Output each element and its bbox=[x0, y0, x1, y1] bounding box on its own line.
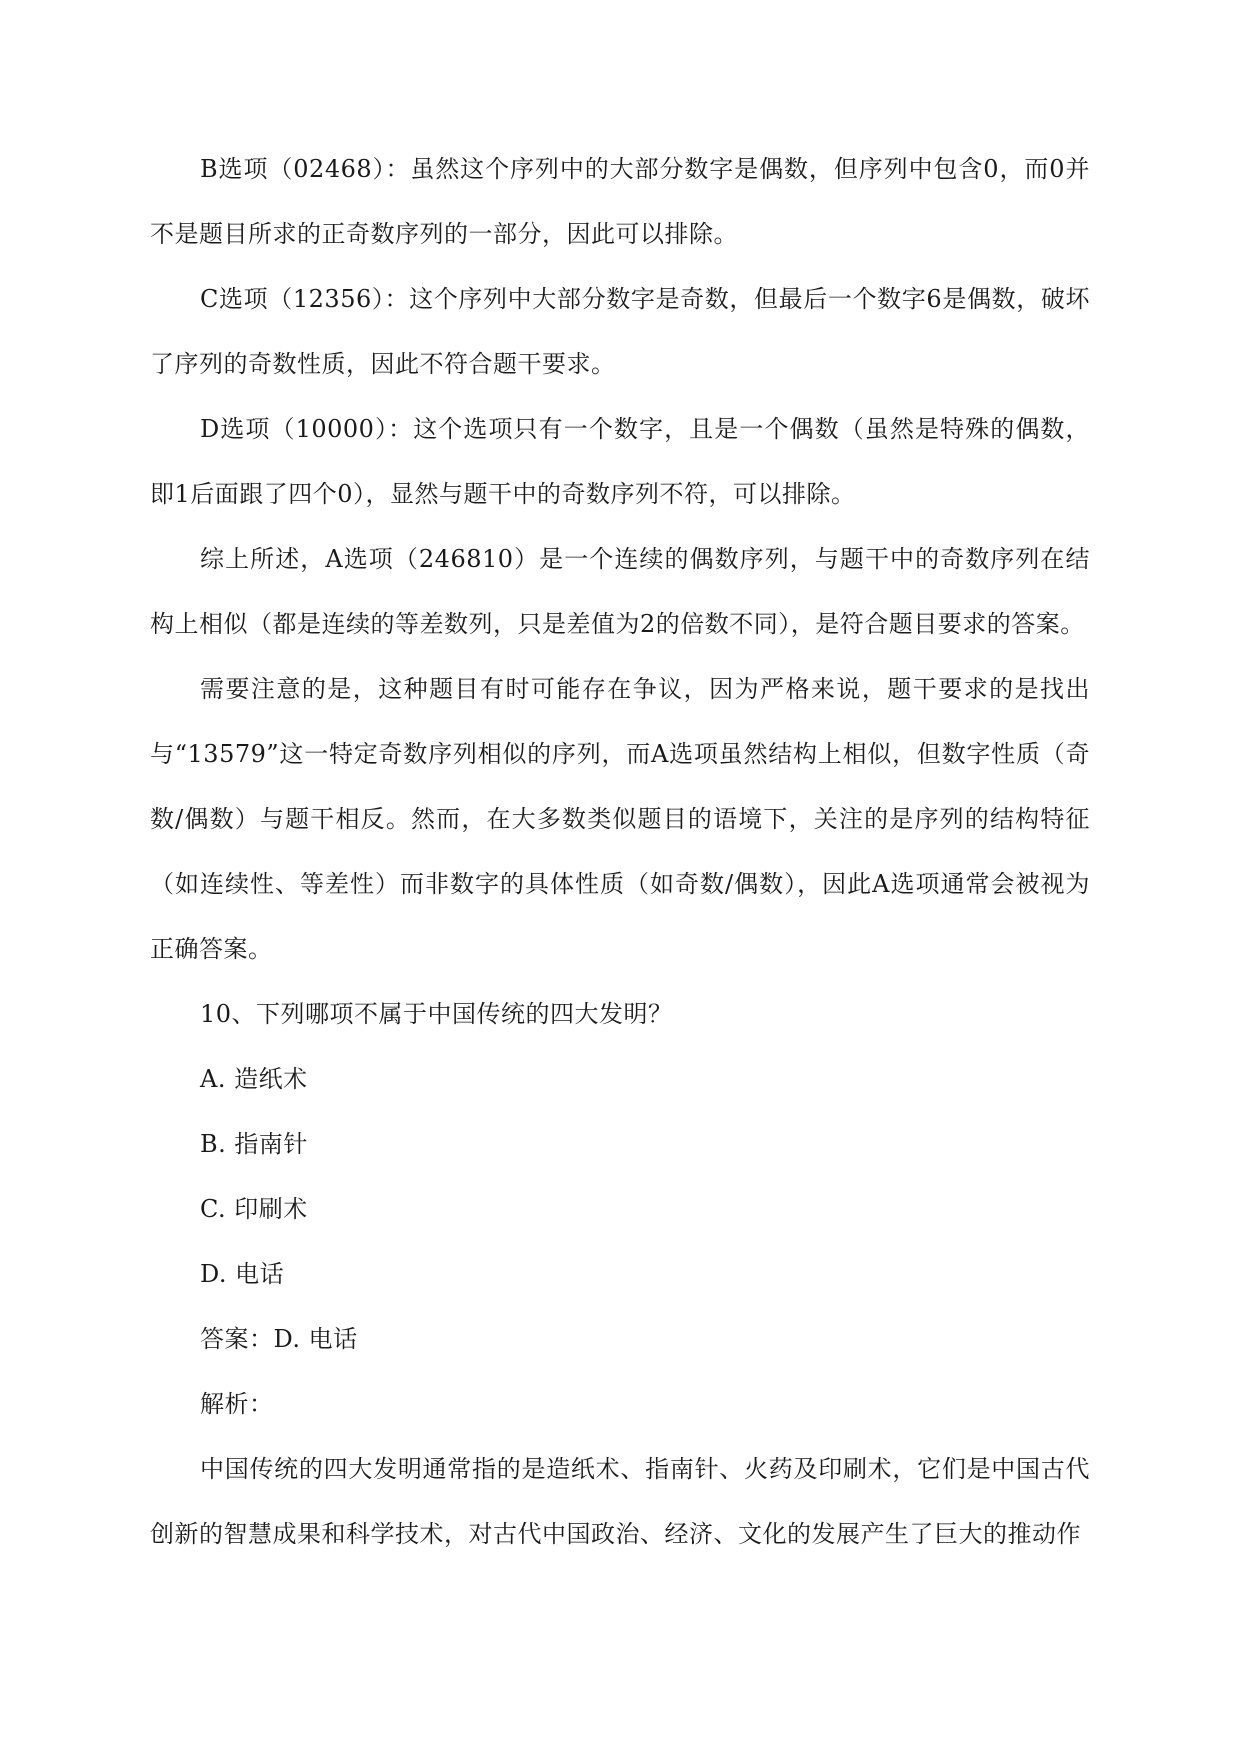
question-10-analysis-label: 解析： bbox=[200, 1390, 274, 1418]
paragraph-option-c: C选项（12356）：这个序列中大部分数字是奇数，但最后一个数字6是偶数，破坏了序列的奇数性质，因此不符合题干要求。 bbox=[150, 285, 1090, 378]
question-10-stem: 10、下列哪项不属于中国传统的四大发明？ bbox=[200, 1000, 673, 1028]
question-10-option-c: C. 印刷术 bbox=[200, 1195, 308, 1223]
paragraph-option-b: B选项（02468）：虽然这个序列中的大部分数字是偶数，但序列中包含0，而0并不是题目所求的正奇数序列的一部分，因此可以排除。 bbox=[150, 155, 1090, 248]
paragraph-note: 需要注意的是，这种题目有时可能存在争议，因为严格来说，题干要求的是找出与“13579”这一特定奇数序列相似的序列，而A选项虽然结构上相似，但数字性质（奇数/偶数）与题干相反。然而，在大多数类似题目的语境下，关注的是序列的结构特征（如连续性、等差性）而非数字的具体性质（如奇数/偶数），因此A选项通常会被视为正确答案。 bbox=[150, 675, 1090, 963]
question-10-option-d: D. 电话 bbox=[200, 1260, 285, 1288]
question-10-option-b: B. 指南针 bbox=[200, 1130, 308, 1158]
paragraph-option-d: D选项（10000）：这个选项只有一个数字，且是一个偶数（虽然是特殊的偶数，即1后面跟了四个0），显然与题干中的奇数序列不符，可以排除。 bbox=[150, 415, 1090, 508]
document-page bbox=[150, 137, 1090, 1567]
question-10-option-a: A. 造纸术 bbox=[200, 1065, 308, 1093]
paragraph-summary: 综上所述，A选项（246810）是一个连续的偶数序列，与题干中的奇数序列在结构上相似（都是连续的等差数列，只是差值为2的倍数不同），是符合题目要求的答案。 bbox=[150, 545, 1090, 638]
question-10-analysis: 中国传统的四大发明通常指的是造纸术、指南针、火药及印刷术，它们是中国古代创新的智慧成果和科学技术，对古代中国政治、经济、文化的发展产生了巨大的推动作 bbox=[150, 1455, 1090, 1548]
question-10-answer: 答案：D. 电话 bbox=[200, 1325, 358, 1353]
